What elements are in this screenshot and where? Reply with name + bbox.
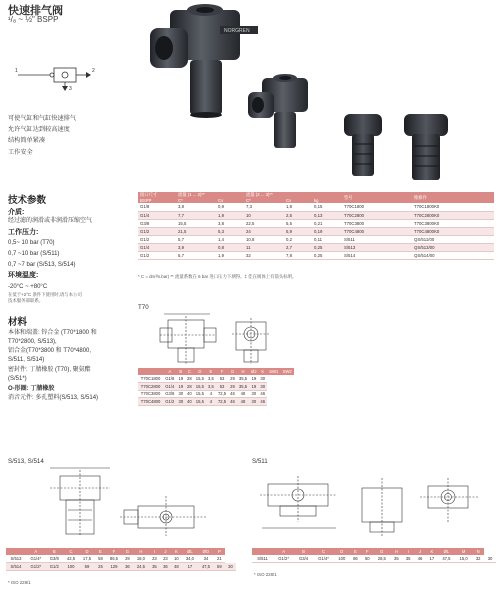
table-cell: 29	[230, 383, 235, 389]
table-col-header: K	[426, 548, 438, 555]
table-col-header: SW1	[267, 368, 280, 375]
table-cell: 53	[216, 383, 228, 391]
table-col-header: I	[149, 548, 160, 555]
table-cell: 0,8	[216, 243, 244, 251]
table-cell: 5,7	[176, 235, 216, 243]
table-cell: 19	[249, 383, 258, 391]
table-cell: 46	[260, 391, 266, 397]
table-cell: 21	[214, 555, 225, 563]
table-cell: 3,5	[208, 383, 214, 389]
table-cell: T70C1800	[342, 203, 412, 211]
table-col-header: E	[206, 368, 216, 375]
product-photo-muffler-valve-1	[338, 110, 388, 178]
table-cell: 30	[249, 398, 258, 406]
table-col-header: H	[133, 548, 149, 555]
table-cell: G1/8	[163, 375, 176, 383]
spec-col-header: kg	[312, 192, 342, 203]
table-cell: 48	[237, 398, 249, 406]
table-row	[138, 203, 494, 211]
table-cell: 1,9	[216, 211, 244, 219]
table-cell: G1/4	[163, 383, 176, 391]
table-cell: 0,9	[216, 203, 244, 211]
medium-label: 介质:	[8, 209, 25, 216]
table-cell: 30	[178, 391, 184, 397]
t70-label: T70	[138, 304, 149, 311]
table-col-header: D	[194, 368, 206, 375]
table-col-header: A	[163, 368, 176, 375]
table-col-header: G	[373, 548, 390, 555]
table-cell: 24	[244, 227, 284, 235]
table-col-header: A	[26, 548, 46, 555]
table-row	[138, 383, 294, 391]
table-cell: G3/8	[46, 555, 63, 563]
pressure-line: 0,7 ~7 bar (S/513, S/514)	[8, 262, 76, 268]
s511-dim-table	[252, 548, 496, 563]
table-cell: 46	[230, 391, 235, 397]
table-cell: 23	[149, 555, 160, 563]
table-cell: S/514	[342, 251, 412, 259]
table-cell: 30	[249, 390, 258, 398]
table-cell: 28	[187, 383, 192, 389]
table-cell: QS/511/00	[412, 235, 494, 243]
table-cell: 0,25	[312, 251, 342, 259]
table-cell: 4	[206, 398, 216, 406]
table-cell: 15,5	[194, 383, 206, 391]
table-col-header: I	[402, 548, 414, 555]
temp-label: 环境温度:	[8, 272, 39, 279]
medium-text: 经过滤的润滑或非润滑压缩空气	[8, 218, 93, 224]
table-cell: T70C3800	[138, 390, 163, 398]
table-col-header: F	[361, 548, 373, 555]
table-cell: 36	[122, 563, 133, 571]
table-col-header: C	[185, 368, 194, 375]
table-cell: 7,3	[244, 203, 284, 211]
product-photo-medium-valve	[248, 70, 320, 150]
table-cell: 23	[160, 555, 171, 563]
material-line: (S/51*)	[8, 376, 27, 382]
product-photo-large-valve	[150, 0, 260, 118]
table-cell: G1/4	[138, 211, 176, 219]
table-cell: 5,3	[216, 227, 244, 235]
table-cell: T70C1800K0	[412, 203, 494, 211]
table-cell: 3,8	[216, 219, 244, 227]
table-cell: 5,7	[176, 251, 216, 259]
table-cell: QS/514/00	[412, 251, 494, 259]
spec-col-header: 流量 (2 ... 3)** C*	[244, 192, 284, 203]
table-col-header: D	[79, 548, 95, 555]
table-col-header: G	[122, 548, 133, 555]
table-cell: 3,5	[208, 376, 214, 381]
table-col-header: B	[177, 368, 186, 375]
table-row	[138, 211, 494, 219]
table-cell: G1/4	[138, 243, 176, 251]
table-cell: G1/2	[163, 398, 176, 406]
material-line: 本体和端盖: 锌合金 (T70*1800 和	[8, 330, 97, 336]
table-cell: T70C3800	[342, 219, 412, 227]
table-cell: 17	[426, 555, 438, 563]
table-cell: 35	[402, 555, 414, 563]
table-cell: 15,0	[455, 555, 472, 563]
pressure-label: 工作压力:	[8, 229, 39, 236]
s513-s514-technical-drawing	[20, 466, 210, 538]
table-cell: 42,5	[63, 555, 79, 563]
table-cell: 10	[244, 211, 284, 219]
table-cell: G1/2	[46, 563, 63, 571]
table-cell: 5,5	[284, 219, 312, 227]
table-col-header: K	[171, 548, 182, 555]
table-cell: 53	[216, 375, 228, 383]
table-cell: 17	[182, 563, 198, 571]
table-col-header: ØL	[438, 548, 455, 555]
table-row	[138, 219, 494, 227]
table-cell: 35	[390, 555, 402, 563]
table-cell: 19	[178, 376, 184, 381]
table-cell: 59	[79, 563, 95, 571]
table-col-header: E	[95, 548, 106, 555]
table-col-header: B	[46, 548, 63, 555]
table-cell: G3/4	[294, 555, 313, 563]
table-cell: S/514	[6, 563, 26, 571]
table-col-header: J	[160, 548, 171, 555]
table-cell: 35,5	[237, 383, 249, 391]
table-cell: 15,5	[176, 219, 216, 227]
table-cell: 0,15	[312, 203, 342, 211]
table-col-header: K	[258, 368, 267, 375]
table-cell: 46	[414, 555, 426, 563]
table-cell: T70C2800	[342, 211, 412, 219]
table-row	[138, 390, 294, 398]
spec-table	[138, 192, 494, 260]
table-col-header: N	[472, 548, 484, 555]
table-cell: G3/8	[138, 219, 176, 227]
table-cell: 0,11	[312, 235, 342, 243]
table-col-header: C	[313, 548, 334, 555]
table-cell: 0,25	[312, 243, 342, 251]
table-cell: 35	[149, 563, 160, 571]
table-cell: 4	[206, 390, 216, 398]
table-cell: T70C4800	[342, 227, 412, 235]
table-col-header: E	[350, 548, 362, 555]
product-photo-muffler-valve-2	[400, 110, 452, 182]
symbol-port1-label: 1	[15, 68, 18, 74]
pressure-line: 0,7 ~10 bar (S/511)	[8, 251, 60, 257]
table-cell: 10	[171, 555, 182, 563]
table-cell: 7,8	[284, 251, 312, 259]
table-cell: 19	[178, 383, 184, 389]
s511-label: S/511	[252, 458, 268, 465]
table-cell: 11	[244, 243, 284, 251]
table-cell: 100	[334, 555, 349, 563]
s511-technical-drawing	[252, 466, 500, 538]
table-cell: 36	[160, 563, 171, 571]
table-cell: 35,5	[237, 375, 249, 383]
table-col-header	[252, 548, 273, 555]
table-cell: 58	[95, 555, 106, 563]
table-col-header: F	[216, 368, 228, 375]
table-cell: G3/8	[163, 390, 176, 398]
page-title: 快速排气阀	[8, 5, 63, 17]
table-cell: 86,5	[106, 555, 122, 563]
temp-value: -20°C ~ +80°C	[8, 284, 48, 290]
table-col-header: A	[273, 548, 294, 555]
table-cell: 34,0	[182, 555, 198, 563]
table-col-header: ØJ	[251, 369, 257, 374]
table-row	[6, 555, 236, 563]
table-cell: 0,13	[312, 211, 342, 219]
table-cell: T70C1800	[138, 375, 163, 383]
table-cell: G1/2	[138, 251, 176, 259]
table-cell: 18,0	[133, 555, 149, 563]
symbol-port2-label: 2	[92, 68, 95, 74]
materials-heading: 材料	[8, 317, 28, 328]
table-cell: 46	[230, 398, 235, 404]
table-cell: T70C4800	[138, 398, 163, 406]
table-col-header: F	[106, 548, 122, 555]
table-cell: 30	[225, 563, 236, 571]
table-cell: 15,5	[194, 375, 206, 383]
table-cell: 21,5	[176, 227, 216, 235]
table-cell: 0,19	[312, 227, 342, 235]
s511-footnote: * ISO 228/1	[254, 572, 277, 577]
table-cell: S/513	[6, 555, 26, 563]
table-cell: G1/2	[138, 227, 176, 235]
temp-note: 在低于+2°C 条件下使用时,请与本公司	[8, 292, 82, 297]
table-cell: 30	[484, 555, 496, 563]
table-col-header: P	[214, 548, 225, 555]
material-line: 密封件: 丁腈橡胶 (T70), 聚氨酯	[8, 367, 91, 373]
table-cell: G1/8	[138, 203, 176, 211]
spec-col-header: Cv	[284, 192, 312, 203]
table-cell: 2,7	[284, 243, 312, 251]
table-cell: G1/2*	[26, 563, 46, 571]
s513-label: S/513, S/514	[8, 458, 44, 465]
table-cell: 17,5	[79, 555, 95, 563]
table-row	[138, 243, 494, 251]
t70-dim-table	[138, 368, 294, 406]
table-row	[138, 251, 494, 259]
table-cell: 47,5	[198, 563, 214, 571]
table-cell: 32	[472, 555, 484, 563]
spec-footnote: * C = dm³/s.bar) ** 流量系数在 6 bar 进口压力下测得。‡ 佳在阀体上有箭头标明。	[138, 274, 297, 279]
table-col-header: D	[334, 548, 349, 555]
table-col-header	[138, 368, 163, 375]
spec-col-header: 维修件	[412, 192, 494, 203]
table-cell: 1,4	[216, 235, 244, 243]
spec-col-header: 流量 (1 ... 2)** C*	[176, 192, 216, 203]
table-row	[138, 235, 494, 243]
table-cell: 86	[350, 555, 362, 563]
spec-col-header: 接口尺寸 BSPP	[138, 192, 176, 203]
table-cell: 47,5	[438, 555, 455, 563]
table-cell: G1/2*	[273, 555, 294, 563]
tech-heading: 技术参数	[8, 195, 47, 206]
table-cell: 0,2	[284, 235, 312, 243]
table-cell: 30	[260, 376, 266, 381]
material-line: O-形圈: 丁腈橡胶	[8, 386, 55, 392]
table-cell: 48	[171, 563, 182, 571]
svg-text:NORGREN: NORGREN	[224, 28, 250, 34]
s513-footnote: * ISO 228/1	[8, 580, 31, 585]
table-cell: S/511	[252, 555, 273, 563]
t70-technical-drawing	[140, 312, 280, 364]
table-cell: 40	[187, 391, 192, 397]
table-cell: 40	[187, 398, 192, 404]
table-cell: 48	[237, 390, 249, 398]
table-cell: T70C2800K0	[412, 211, 494, 219]
table-cell: 29	[122, 555, 133, 563]
table-row	[252, 555, 496, 563]
table-cell: 129	[106, 563, 122, 571]
feature-item: 允许气缸达到较高速度	[8, 126, 70, 133]
table-cell: G1/4*	[26, 555, 46, 563]
table-cell: 3,8	[176, 203, 216, 211]
table-cell: 72,5	[216, 390, 228, 398]
table-cell: 10,8	[244, 235, 284, 243]
table-col-header: G	[228, 368, 237, 375]
table-col-header: H	[237, 368, 249, 375]
table-cell: 1,8	[284, 203, 312, 211]
table-cell: 0,21	[312, 219, 342, 227]
table-cell: G1/4*	[313, 555, 334, 563]
table-cell: 32	[244, 251, 284, 259]
table-cell: S/511	[342, 235, 412, 243]
temp-note: 技术服务部联系。	[8, 298, 44, 303]
table-cell: 22,5	[244, 219, 284, 227]
table-cell: G1/2	[138, 235, 176, 243]
table-cell: 7,7	[176, 211, 216, 219]
table-cell: QS/513/00	[412, 243, 494, 251]
valve-symbol-diagram	[14, 62, 106, 92]
table-cell: S/513	[342, 243, 412, 251]
table-cell: 2,5	[284, 211, 312, 219]
table-row	[6, 563, 236, 571]
spec-col-header: 型号	[342, 192, 412, 203]
table-cell: 28	[187, 376, 192, 381]
feature-item: 结构简单紧凑	[8, 137, 46, 144]
table-cell: T70C2800	[138, 383, 163, 391]
material-line: 消音元件: 多孔塑料(S/513, S/514)	[8, 395, 99, 401]
table-col-header: B	[294, 548, 313, 555]
table-col-header: J	[414, 548, 426, 555]
table-cell: 34	[198, 555, 214, 563]
table-col-header: M	[455, 548, 472, 555]
table-col-header: H	[390, 548, 402, 555]
table-cell: 50	[361, 555, 373, 563]
table-cell: 19	[249, 375, 258, 383]
table-cell: 15,5	[194, 398, 206, 406]
material-line: S/511, S/514)	[8, 357, 45, 363]
table-cell: T70C3800K0	[412, 219, 494, 227]
table-cell: 29	[230, 376, 235, 381]
feature-item: 可使气缸和气缸快速排气	[8, 115, 77, 122]
table-cell: 5,9	[284, 227, 312, 235]
table-cell: 30	[178, 398, 184, 404]
table-cell: 25	[95, 563, 106, 571]
table-col-header	[6, 548, 26, 555]
page-subtitle: ¹/₈ ~ ½" BSPP	[8, 15, 59, 24]
table-cell: 59	[214, 563, 225, 571]
table-cell: 46	[260, 398, 266, 404]
s513-dim-table	[6, 548, 236, 571]
table-col-header: ØO	[198, 548, 214, 555]
table-cell: 30	[260, 383, 266, 389]
table-cell: 15,5	[194, 390, 206, 398]
material-line: 铝合金(T70*3800 和 T70*4800,	[8, 348, 92, 354]
table-row	[138, 227, 494, 235]
table-cell: 3,9	[176, 243, 216, 251]
spec-col-header: Cv	[216, 192, 244, 203]
table-cell: 24,5	[133, 563, 149, 571]
table-cell: 100	[63, 563, 79, 571]
symbol-port3-label: 3	[69, 86, 72, 92]
table-cell: 28,5	[373, 555, 390, 563]
table-row	[138, 375, 294, 383]
material-line: T70*2800, S/513),	[8, 339, 57, 345]
table-cell: 1,9	[216, 251, 244, 259]
pressure-line: 0,5~ 10 bar (T70)	[8, 240, 55, 246]
table-col-header: ØL	[182, 548, 198, 555]
table-cell: 72,5	[216, 398, 228, 406]
feature-item: 工作安全	[8, 149, 33, 156]
table-row	[138, 398, 294, 406]
table-col-header: SW2	[280, 368, 294, 375]
table-col-header: C	[63, 548, 79, 555]
table-cell: T70C4800K0	[412, 227, 494, 235]
